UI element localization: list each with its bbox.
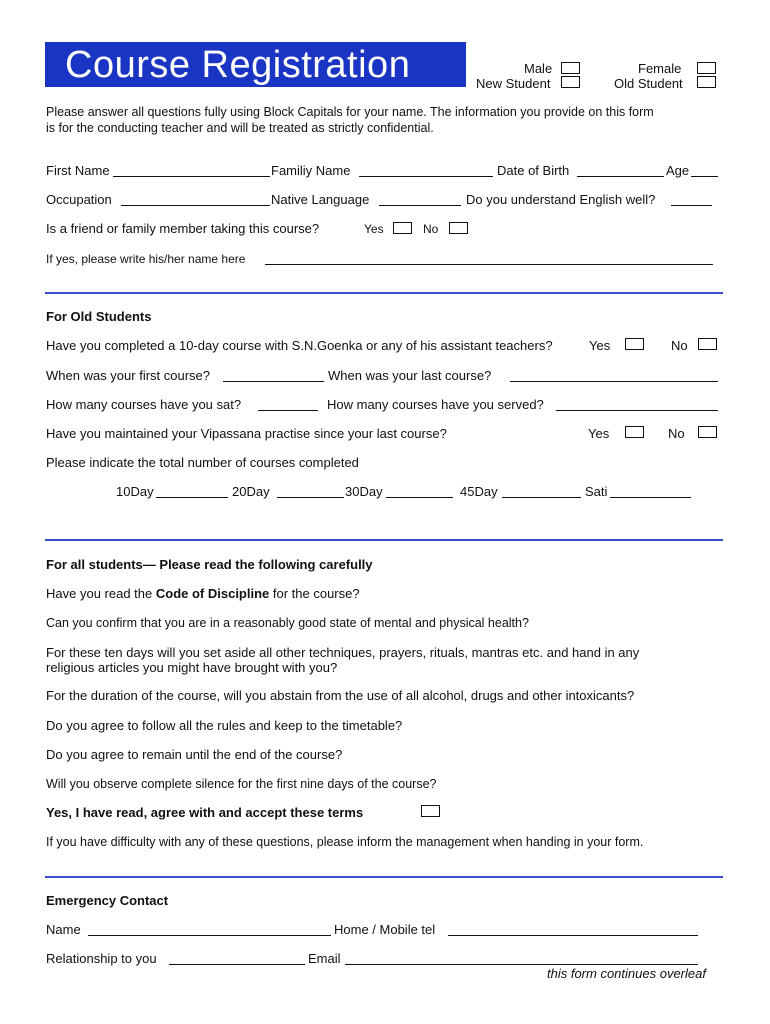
- accept-terms-label: Yes, I have read, agree with and accept these terms: [46, 805, 364, 820]
- female-checkbox[interactable]: [697, 62, 716, 74]
- section-divider: [45, 292, 723, 294]
- code-question-bold: Code of Discipline: [155, 586, 270, 601]
- dob-field[interactable]: [577, 176, 664, 177]
- english-label: Do you understand English well?: [466, 192, 656, 207]
- completed-question: Have you completed a 10-day course with S.N.Goenka or any of his assistant teachers?: [46, 338, 553, 353]
- occupation-field[interactable]: [121, 205, 270, 206]
- friend-name-field[interactable]: [265, 264, 713, 265]
- techniques-question-2: religious articles you might have brought with you?: [46, 660, 338, 675]
- female-label: Female: [638, 61, 682, 76]
- health-question: Can you confirm that you are in a reasonably good state of mental and physical health?: [46, 616, 529, 630]
- occupation-label: Occupation: [46, 192, 112, 207]
- emergency-name-label: Name: [46, 922, 81, 937]
- all-students-heading: For all students— Please read the following carefully: [46, 557, 373, 572]
- section-divider: [45, 876, 723, 878]
- course-sati-field[interactable]: [610, 497, 691, 498]
- family-name-field[interactable]: [359, 176, 493, 177]
- last-course-field[interactable]: [510, 381, 718, 382]
- relationship-label: Relationship to you: [46, 951, 157, 966]
- code-question-suffix: for the course?: [269, 586, 360, 601]
- course-30day-label: 30Day: [345, 484, 383, 499]
- course-10day-label: 10Day: [116, 484, 154, 499]
- friend-yes-checkbox[interactable]: [393, 222, 412, 234]
- intro-line-2: is for the conducting teacher and will be treated as strictly confidential.: [46, 121, 434, 135]
- techniques-question-1: For these ten days will you set aside all other techniques, prayers, rituals, mantras etc. and hand in any: [46, 645, 640, 660]
- friend-no-label: No: [423, 222, 439, 236]
- maintained-yes-label: Yes: [588, 426, 610, 441]
- age-field[interactable]: [691, 176, 718, 177]
- maintained-no-checkbox[interactable]: [698, 426, 717, 438]
- abstain-question: For the duration of the course, will you abstain from the use of all alcohol, drugs and other intoxicants?: [46, 688, 635, 703]
- code-question: [46, 586, 360, 601]
- native-language-label: Native Language: [271, 192, 370, 207]
- silence-question: Will you observe complete silence for the first nine days of the course?: [46, 777, 437, 791]
- english-field[interactable]: [671, 205, 712, 206]
- emergency-name-field[interactable]: [88, 935, 331, 936]
- relationship-field[interactable]: [169, 964, 305, 965]
- course-45day-field[interactable]: [502, 497, 581, 498]
- rules-question: Do you agree to follow all the rules and keep to the timetable?: [46, 718, 403, 733]
- course-30day-field[interactable]: [386, 497, 453, 498]
- section-divider: [45, 539, 723, 541]
- continues-overleaf-note: this form continues overleaf: [547, 966, 706, 981]
- course-10day-field[interactable]: [156, 497, 228, 498]
- completed-yes-checkbox[interactable]: [625, 338, 644, 350]
- male-checkbox[interactable]: [561, 62, 580, 74]
- emergency-phone-field[interactable]: [448, 935, 698, 936]
- completed-no-label: No: [671, 338, 688, 353]
- first-course-field[interactable]: [223, 381, 324, 382]
- emergency-phone-label: Home / Mobile tel: [334, 922, 436, 937]
- completed-yes-label: Yes: [589, 338, 611, 353]
- if-yes-label: If yes, please write his/her name here: [46, 252, 246, 266]
- remain-question: Do you agree to remain until the end of the course?: [46, 747, 343, 762]
- courses-sat-field[interactable]: [258, 410, 318, 411]
- old-student-checkbox[interactable]: [697, 76, 716, 88]
- code-question-prefix: Have you read the: [46, 586, 156, 601]
- courses-served-label: How many courses have you served?: [327, 397, 544, 412]
- page-title: Course Registration: [65, 44, 411, 86]
- course-sati-label: Sati: [585, 484, 608, 499]
- course-20day-label: 20Day: [232, 484, 270, 499]
- email-field[interactable]: [345, 964, 698, 965]
- first-name-field[interactable]: [113, 176, 270, 177]
- family-name-label: Familiy Name: [271, 163, 351, 178]
- maintained-no-label: No: [668, 426, 685, 441]
- age-label: Age: [666, 163, 690, 178]
- new-student-checkbox[interactable]: [561, 76, 580, 88]
- old-students-heading: For Old Students: [46, 309, 152, 324]
- total-courses-label: Please indicate the total number of courses completed: [46, 455, 359, 470]
- course-20day-field[interactable]: [277, 497, 344, 498]
- accept-terms-checkbox[interactable]: [421, 805, 440, 817]
- old-student-label: Old Student: [614, 76, 683, 91]
- title-banner: [45, 42, 466, 87]
- courses-served-field[interactable]: [556, 410, 718, 411]
- maintained-question: Have you maintained your Vipassana practise since your last course?: [46, 426, 447, 441]
- new-student-label: New Student: [476, 76, 551, 91]
- difficulty-note: If you have difficulty with any of these questions, please inform the management when handing in your form.: [46, 835, 644, 849]
- friend-question: Is a friend or family member taking this course?: [46, 221, 320, 236]
- friend-no-checkbox[interactable]: [449, 222, 468, 234]
- courses-sat-label: How many courses have you sat?: [46, 397, 242, 412]
- first-name-label: First Name: [46, 163, 110, 178]
- native-language-field[interactable]: [379, 205, 461, 206]
- friend-yes-label: Yes: [364, 222, 384, 236]
- emergency-heading: Emergency Contact: [46, 893, 169, 908]
- completed-no-checkbox[interactable]: [698, 338, 717, 350]
- dob-label: Date of Birth: [497, 163, 570, 178]
- course-45day-label: 45Day: [460, 484, 498, 499]
- last-course-label: When was your last course?: [328, 368, 492, 383]
- email-label: Email: [308, 951, 341, 966]
- first-course-label: When was your first course?: [46, 368, 211, 383]
- maintained-yes-checkbox[interactable]: [625, 426, 644, 438]
- male-label: Male: [524, 61, 553, 76]
- intro-line-1: Please answer all questions fully using Block Capitals for your name. The information you provide on this form: [46, 105, 654, 119]
